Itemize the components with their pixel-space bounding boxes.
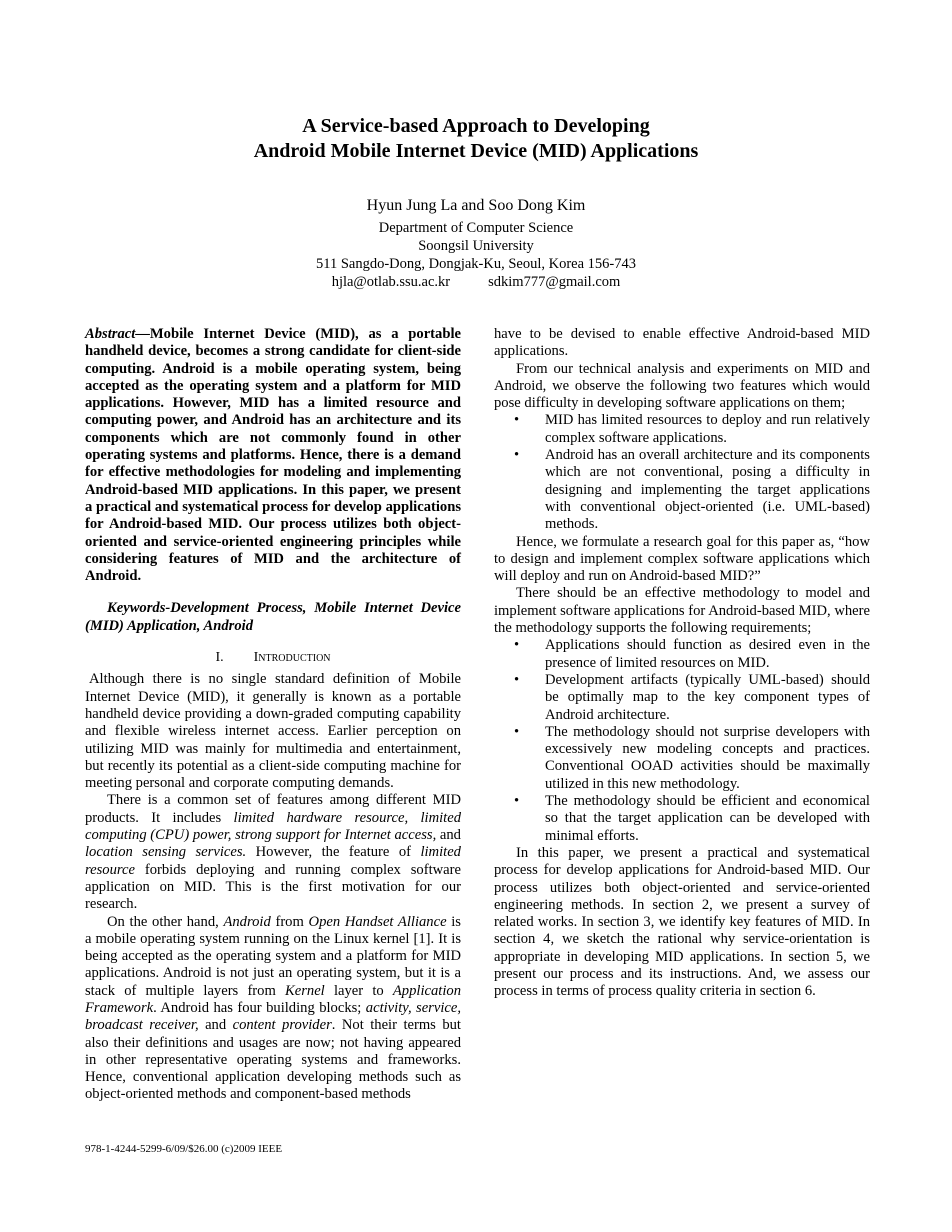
university: Soongsil University (418, 238, 534, 254)
email-1: hjla@otlab.ssu.ac.kr (331, 274, 451, 290)
italic-text: limited resource (85, 844, 461, 878)
bullet-icon: • (514, 723, 520, 740)
list-item (494, 412, 870, 447)
paragraph: have to be devised to enable effective Android-based MID applications. (494, 326, 870, 360)
list-item (494, 672, 870, 724)
affiliation (0, 219, 952, 291)
text: from (270, 913, 309, 930)
list-item-text: Android has an overall architecture and its components which are not conventional, posing a difficulty in designing and implementing the target applications with conventional object-oriented (i.e. UML-based) methods. (545, 447, 870, 533)
italic-text: Application Framework (85, 982, 461, 1016)
abstract (85, 326, 461, 585)
left-column (85, 326, 461, 1104)
paragraph (85, 914, 461, 1104)
copyright-footer: 978-1-4244-5299-6/09/$26.00 (c)2009 IEEE (85, 1143, 283, 1155)
department: Department of Computer Science (378, 220, 574, 236)
paragraph: Hence, we formulate a research goal for this paper as, “how to design and implement complex software applications which will deploy and run on Android-based MID?” (494, 533, 870, 585)
italic-text: limited hardware resource, limited computing (CPU) power, strong support for Internet access, (85, 809, 461, 844)
bullet-icon: • (514, 671, 520, 688)
abstract-text: —Mobile Internet Device (MID), as a portable handheld device, becomes a strong candidate for client-side computing. Android is a mobile operating system, being accepted as the operating system and a platform for MID applications. However, MID has a limited resource and computing power, and Android has an architecture and its components which are not commonly found in other operating systems and platforms. Hence, there is a demand for effective methodologies for modeling and implementing Android-based MID applications. In this paper, we present a practical and systematical process for develop applications for Android-based MID. Our process utilizes both object-oriented and service-oriented engineering principles while considering features of MID and the architecture of Android. (85, 326, 461, 585)
bullet-icon: • (514, 637, 520, 654)
paragraph: In this paper, we present a practical and systematical process for develop applications for Android-based MID. Our process utilizes both object-oriented and service-oriented engineering methods. In section 2, we present a survey of related works. In section 3, we identify key features of MID. In section 4, we sketch the rational why service-orientation is appropriate in developing MID applications. In section 5, we present our process and its instructions. And, we assess our process in terms of process quality criteria in section 6. (494, 844, 870, 1000)
list-item-text: Applications should function as desired even in the presence of limited resources on MID. (545, 637, 870, 671)
list-item-text: MID has limited resources to deploy and run relatively complex software applications. (545, 412, 870, 446)
text: and (436, 827, 461, 844)
bullet-icon: • (514, 412, 520, 429)
list-item (494, 637, 870, 672)
text: Although there is no single standard definition of Mobile Internet Device (MID), it generally is known as a portable handheld device providing a down-graded computing capability and flexible wireless internet access. Earlier perception on utilizing MID was mainly for multimedia and entertainment, but recently its potential as a client-side computing machine for meeting personal and corporate computing demands. (85, 671, 461, 792)
bullet-list (494, 412, 870, 533)
text: layer to (324, 982, 393, 999)
list-item (494, 447, 870, 533)
section-heading (85, 649, 461, 666)
list-item-text: Development artifacts (typically UML-based) should be optimally map to the key component types of Android architecture. (545, 671, 870, 723)
title-line-1: A Service-based Approach to Developing (302, 115, 650, 137)
paragraph (85, 671, 461, 792)
list-item (494, 724, 870, 793)
emails (0, 273, 952, 291)
italic-text: Open Handset Alliance (308, 913, 447, 930)
paragraph (85, 792, 461, 913)
italic-text: Android (223, 913, 271, 930)
authors: Hyun Jung La and Soo Dong Kim (366, 197, 586, 214)
text: is a mobile operating system running on the Linux kernel [1]. It is being accepted as the operating system and a platform for MID applications. Android is not just an operating system, but it is a stack of multiple layers from (85, 913, 461, 999)
italic-text: content provider (232, 1017, 332, 1034)
text: There is a common set of features among different MID products. It includes (85, 792, 461, 826)
right-column (494, 326, 870, 1001)
section-number: I. (215, 650, 224, 666)
text: On the other hand, (107, 913, 224, 930)
text: forbids deploying and running complex software application on MID. This is the first motivation for our research. (85, 861, 461, 913)
paper-title (0, 114, 952, 164)
email-2: sdkim777@gmail.com (488, 274, 621, 290)
keywords: Keywords-Development Process, Mobile Internet Device (MID) Application, Android (85, 600, 461, 634)
bullet-icon: • (514, 793, 520, 810)
abstract-label: Abstract (85, 326, 136, 342)
bullet-list (494, 637, 870, 845)
text: . Android has four building blocks; (153, 999, 366, 1016)
title-line-2: Android Mobile Internet Device (MID) Applications (253, 140, 699, 162)
list-item-text: The methodology should be efficient and economical so that the target application can be developed with minimal efforts. (545, 793, 870, 844)
text: However, the feature of (246, 844, 421, 861)
italic-text: activity, service, broadcast receiver, (85, 999, 461, 1034)
italic-text: Kernel (285, 982, 325, 999)
paragraph: There should be an effective methodology to model and implement software applications for Android-based MID, where the methodology supports the following requirements; (494, 585, 870, 637)
bullet-icon: • (514, 447, 520, 464)
address: 511 Sangdo-Dong, Dongjak-Ku, Seoul, Korea 156-743 (315, 256, 637, 272)
introduction-body (85, 671, 461, 1103)
text: and (198, 1017, 233, 1034)
paragraph: From our technical analysis and experiments on MID and Android, we observe the following two features which would pose difficulty in developing software applications on them; (494, 360, 870, 412)
italic-text: location sensing services. (85, 844, 247, 861)
section-title: Introduction (253, 650, 331, 666)
list-item (494, 793, 870, 845)
text: . Not their terms but also their definitions and usages are now; not having appeared in other representative operating systems and frameworks. Hence, conventional application developing methods such as object-oriented methods and component-based methods (85, 1017, 461, 1103)
list-item-text: The methodology should not surprise developers with excessively new modeling concepts and practices. Conventional OOAD activities should be maximally utilized in this new methodology. (545, 723, 870, 792)
